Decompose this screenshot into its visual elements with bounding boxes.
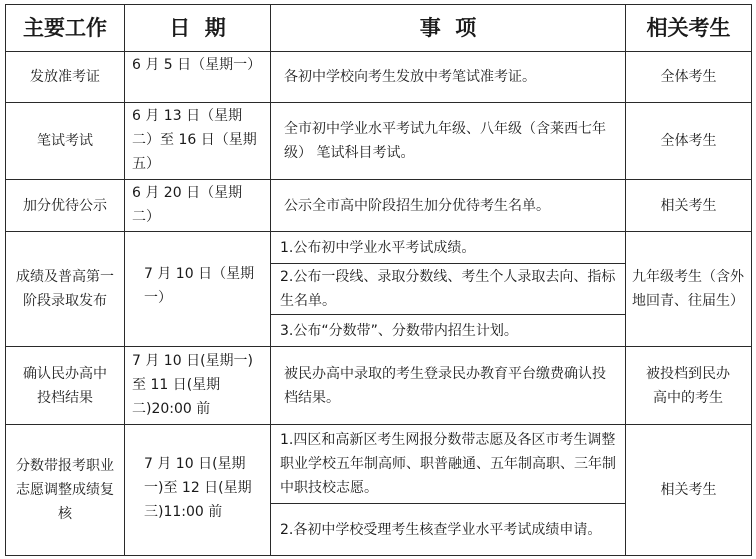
grid-line: [5, 4, 6, 556]
row-4-students: 九年级考生（含外地回青、往届生）: [632, 269, 744, 309]
row-6-date: 7 月 10 日(星期一)至 12 日(星期三)11:00 前: [144, 456, 252, 520]
row-2-item: 全市初中学业水平考试九年级、八年级（含莱西七年级） 笔试科目考试。: [284, 121, 606, 161]
row-5-item: 被民办高中录取的考生登录民办教育平台缴费确认投档结果。: [284, 365, 606, 406]
header-items: 事 项: [419, 16, 477, 40]
row-2-date: 6 月 13 日（星期二）至 16 日（星期五）: [132, 108, 257, 172]
row-3-date: 6 月 20 日（星期二）: [132, 185, 243, 225]
row-4-item-3: 3.公布“分数带”、分数带内招生计划。: [280, 322, 518, 339]
row-3-item: 公示全市高中阶段招生加分优待考生名单。: [284, 197, 550, 214]
row-6-work: 分数带报考职业志愿调整成绩复核: [16, 458, 114, 522]
row-1-item: 各初中学校向考生发放中考笔试准考证。: [284, 69, 536, 85]
row-4-item-2: 2.公布一段线、录取分数线、考生个人录取去向、指标生名单。: [280, 269, 616, 309]
grid-line: [625, 4, 626, 556]
row-1-date: 6 月 5 日（星期一）: [132, 57, 262, 73]
row-6-item-1: 1.四区和高新区考生网报分数带志愿及各区市考生调整职业学校五年制高师、职普融通、五年制高职、三年制中职技校志愿。: [280, 432, 616, 496]
row-1-students: 全体考生: [660, 69, 717, 85]
row-6-students: 相关考生: [660, 482, 717, 498]
row-4-work: 成绩及普高第一阶段录取发布: [16, 269, 114, 309]
header-work: 主要工作: [23, 16, 107, 40]
grid-line: [5, 555, 752, 556]
row-5-work: 确认民办高中投档结果: [23, 365, 107, 406]
grid-line: [751, 4, 752, 556]
row-6-item-2: 2.各初中学校受理考生核查学业水平考试成绩申请。: [280, 521, 602, 538]
row-1-work: 发放准考证: [30, 69, 100, 85]
row-4-date: 7 月 10 日（星期一）: [144, 266, 255, 306]
row-2-students: 全体考生: [660, 133, 717, 149]
header-date: 日 期: [169, 16, 226, 40]
row-4-item-1: 1.公布初中学业水平考试成绩。: [280, 239, 476, 256]
row-2-work: 笔试考试: [37, 133, 93, 149]
grid-line: [270, 4, 271, 556]
row-5-date: 7 月 10 日(星期一)至 11 日(星期二)20:00 前: [132, 353, 253, 417]
row-3-students: 相关考生: [660, 197, 717, 214]
row-5-students: 被投档到民办高中的考生: [646, 365, 730, 406]
header-students: 相关考生: [646, 16, 731, 40]
row-3-work: 加分优待公示: [23, 197, 107, 214]
grid-line: [124, 4, 125, 556]
